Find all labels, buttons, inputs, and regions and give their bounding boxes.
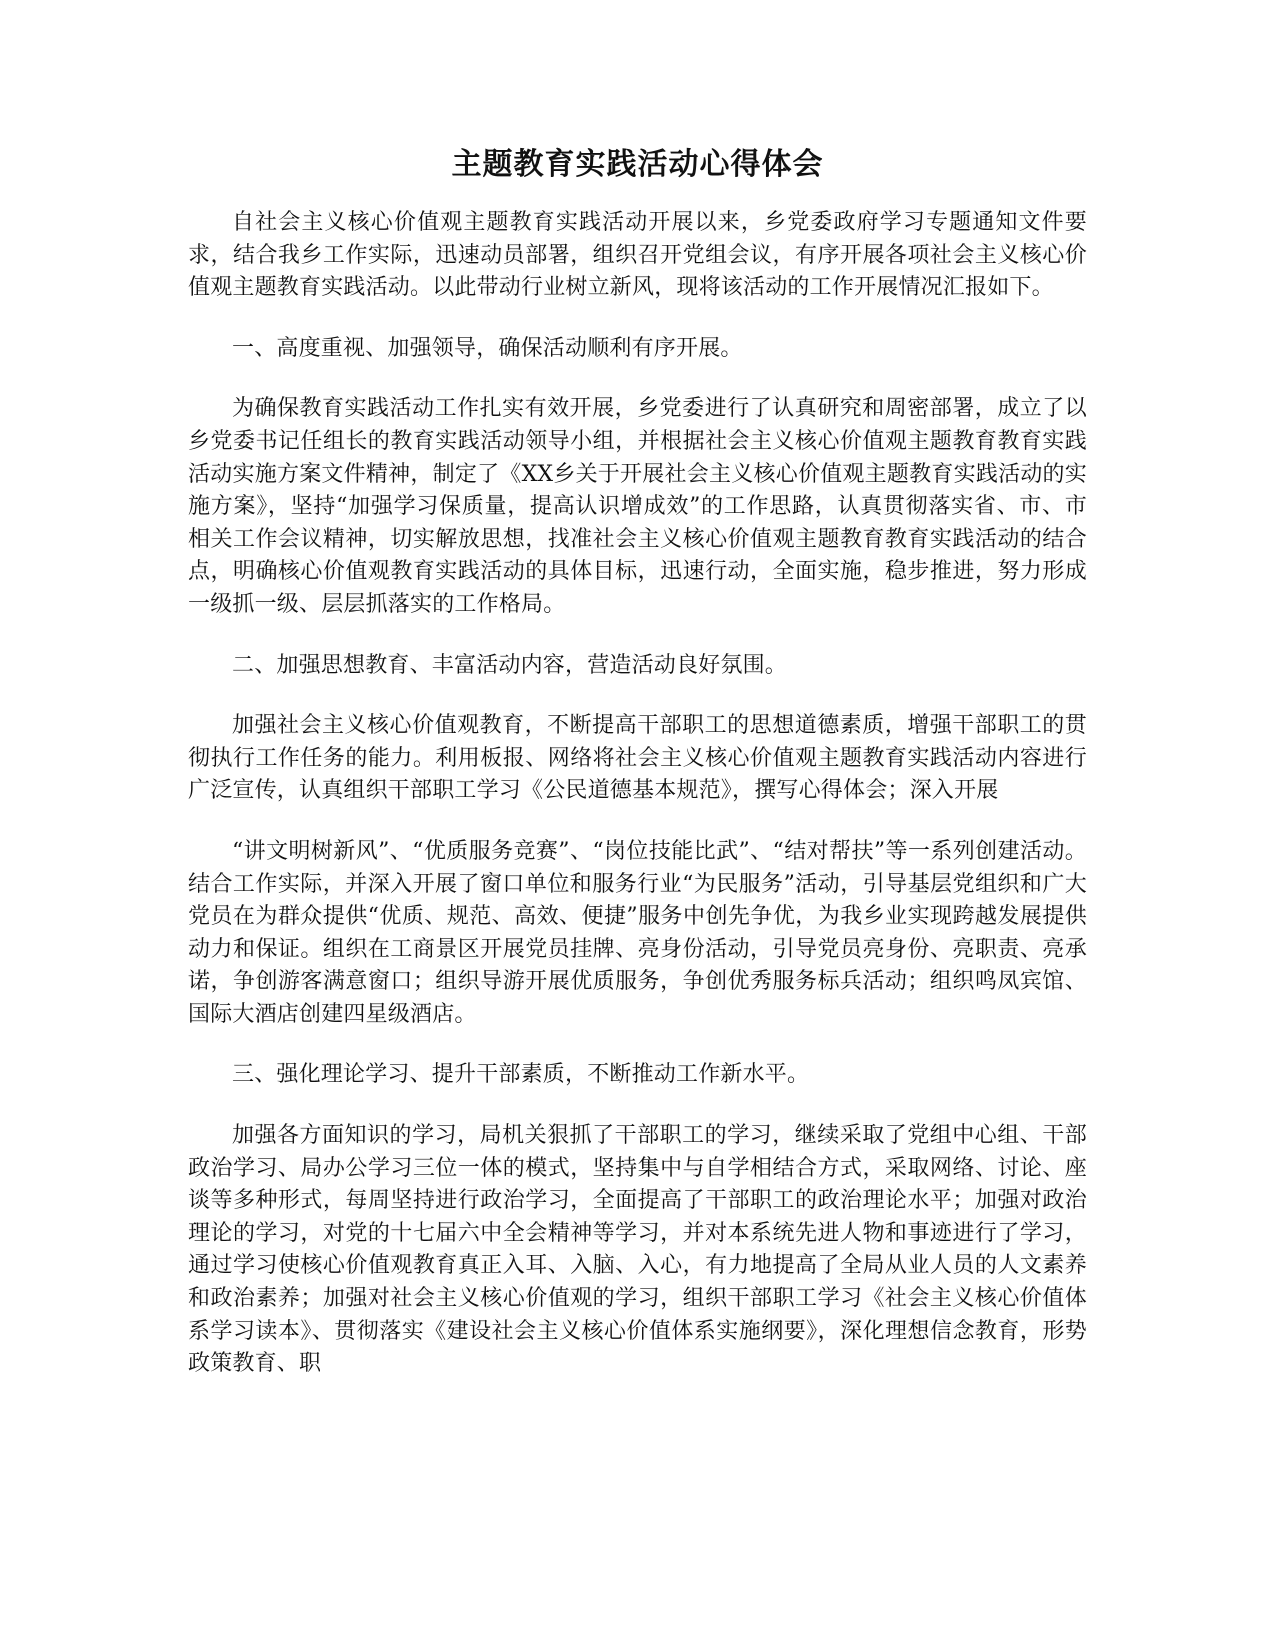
paragraph-section-3: 加强各方面知识的学习，局机关狠抓了干部职工的学习，继续采取了党组中心组、干部政治学习、局办公学习三位一体的模式，坚持集中与自学相结合方式，采取网络、讨论、座谈等多种形式，每周坚持进行政治学习，全面提高了干部职工的政治理论水平；加强对政治理论的学习，对党的十七届六中全会精神等学习，并对本系统先进人物和事迹进行了学习，通过学习使核心价值观教育真正入耳、入脑、入心，有力地提高了全局从业人员的人文素养和政治素养；加强对社会主义核心价值观的学习，组织干部职工学习《社会主义核心价值体系学习读本》、贯彻落实《建设社会主义核心价值体系实施纲要》，深化理想信念教育，形势政策教育、职 xyxy=(188,1123,1087,1377)
paragraph-section-1: 为确保教育实践活动工作扎实有效开展，乡党委进行了认真研究和周密部署，成立了以乡党委书记任组长的教育实践活动领导小组，并根据社会主义核心价值观主题教育教育实践活动实施方案文件精神，制定了《XX乡关于开展社会主义核心价值观主题教育实践活动的实施方案》，坚持“加强学习保质量，提高认识增成效”的工作思路，认真贯彻落实省、市、市相关工作会议精神，切实解放思想，找准社会主义核心价值观主题教育教育实践活动的结合点，明确核心价值观教育实践活动的具体目标，迅速行动，全面实施，稳步推进，努力形成一级抓一级、层层抓落实的工作格局。 xyxy=(188,396,1087,617)
paragraph-section-2b: “讲文明树新风”、“优质服务竞赛”、“岗位技能比武”、“结对帮扶”等一系列创建活动。结合工作实际，并深入开展了窗口单位和服务行业“为民服务”活动，引导基层党组织和广大党员在为群众提供“优质、规范、高效、便捷”服务中创先争优，为我乡业实现跨越发展提供动力和保证。组织在工商景区开展党员挂牌、亮身份活动，引导党员亮身份、亮职责、亮承诺，争创游客满意窗口；组织导游开展优质服务，争创优秀服务标兵活动；组织鸣凤宾馆、国际大酒店创建四星级酒店。 xyxy=(188,838,1087,1027)
document-title: 主题教育实践活动心得体会 xyxy=(451,147,824,182)
paragraph-section-2a: 加强社会主义核心价值观教育，不断提高干部职工的思想道德素质，增强干部职工的贯彻执行工作任务的能力。利用板报、网络将社会主义核心价值观主题教育实践活动内容进行广泛宣传，认真组织干部职工学习《公民道德基本规范》，撰写心得体会；深入开展 xyxy=(188,713,1087,804)
section-heading-1: 一、高度重视、加强领导，确保活动顺利有序开展。 xyxy=(232,335,743,361)
document-body xyxy=(188,145,1087,1409)
section-heading-2: 二、加强思想教育、丰富活动内容，营造活动良好氛围。 xyxy=(232,652,788,678)
section-heading-3: 三、强化理论学习、提升干部素质，不断推动工作新水平。 xyxy=(232,1062,810,1088)
paragraph-intro: 自社会主义核心价值观主题教育实践活动开展以来，乡党委政府学习专题通知文件要求，结合我乡工作实际，迅速动员部署，组织召开党组会议，有序开展各项社会主义核心价值观主题教育实践活动。以此带动行业树立新风，现将该活动的工作开展情况汇报如下。 xyxy=(188,210,1087,301)
